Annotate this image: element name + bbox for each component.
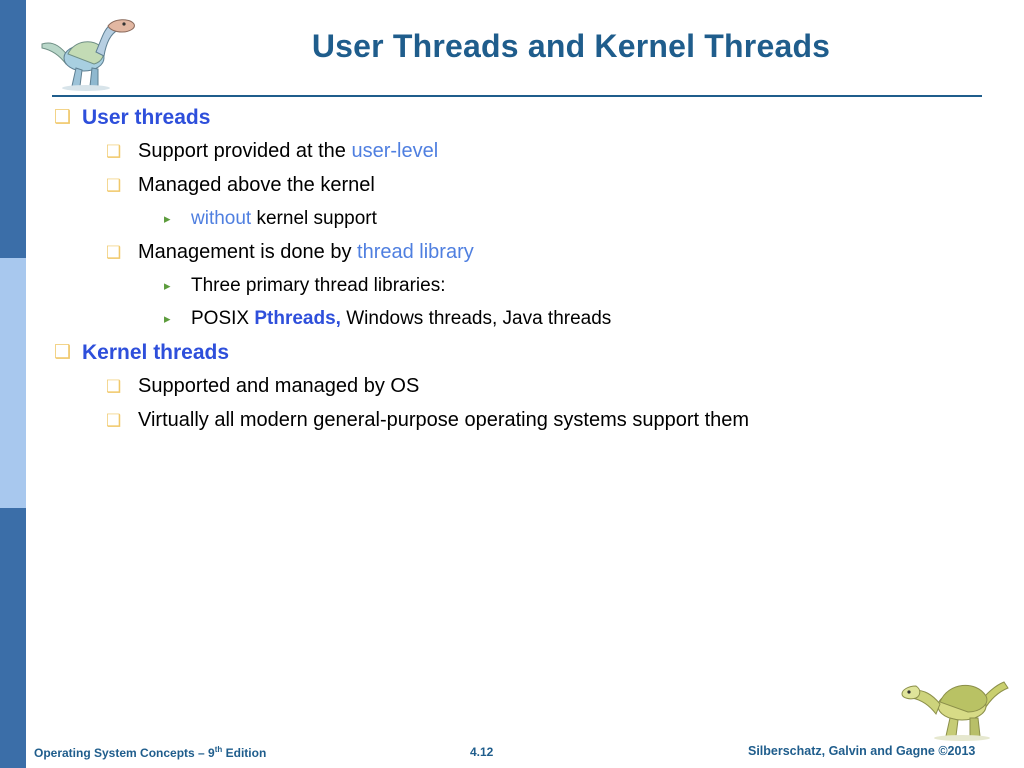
sidebar-bar-middle — [0, 258, 26, 508]
left-accent-sidebar — [0, 0, 26, 768]
bullet-item — [106, 138, 1006, 165]
bullet-text-run: Pthreads, — [254, 308, 341, 329]
bullet-text-run: user-level — [351, 140, 439, 162]
bullet-item — [54, 339, 1006, 367]
bullet-text — [138, 172, 375, 199]
page-title: User Threads and Kernel Threads — [311, 28, 831, 64]
sidebar-bar-top — [0, 0, 26, 258]
bullet-text-run: kernel support — [251, 208, 377, 229]
square-bullet-icon: ❑ — [106, 243, 122, 262]
bullet-text — [191, 206, 377, 232]
square-bullet-icon: ❑ — [54, 342, 72, 363]
square-bullet-icon: ❑ — [106, 142, 122, 161]
bullet-item — [106, 172, 1006, 199]
footer-edition — [34, 745, 266, 760]
bullet-item — [164, 306, 1006, 332]
bullet-item — [164, 273, 1006, 299]
bullet-text-run: Windows threads, Java threads — [340, 308, 612, 329]
footer-edition-prefix: Operating System Concepts – 9 — [34, 746, 215, 760]
bullet-text — [82, 339, 229, 367]
square-bullet-icon: ❑ — [106, 411, 122, 430]
bullet-text — [191, 306, 611, 332]
footer-copyright: Silberschatz, Galvin and Gagne ©2013 — [748, 744, 976, 758]
title-underline-rule — [52, 95, 982, 97]
bullet-text — [82, 104, 210, 132]
square-bullet-icon: ❑ — [106, 176, 122, 195]
bullet-text-run: Virtually all modern general-purpose operating systems support them — [138, 409, 750, 431]
bullet-text-run: without — [191, 208, 252, 229]
bullet-item — [54, 104, 1006, 132]
triangle-bullet-icon: ▸ — [164, 278, 171, 293]
bullet-item — [106, 239, 1006, 266]
square-bullet-icon: ❑ — [106, 377, 122, 396]
bullet-text-run: Management is done by — [138, 241, 358, 263]
slide-body — [26, 104, 1006, 694]
triangle-bullet-icon: ▸ — [164, 311, 171, 326]
bullet-text-run: Three primary thread libraries: — [191, 275, 446, 296]
square-bullet-icon: ❑ — [54, 107, 72, 128]
bullet-text-run: thread library — [357, 241, 474, 263]
bullet-text-run: User threads — [82, 106, 211, 129]
footer-edition-sup: th — [214, 745, 223, 754]
slide-number: 4.12 — [470, 745, 494, 759]
bullet-text-run: POSIX — [191, 308, 255, 329]
sidebar-bar-bottom — [0, 508, 26, 768]
bullet-text — [138, 239, 474, 266]
triangle-bullet-icon: ▸ — [164, 211, 171, 226]
bullet-text — [138, 373, 419, 400]
bullet-text — [138, 407, 749, 434]
footer-edition-suffix: Edition — [222, 746, 267, 760]
bullet-item — [106, 407, 1006, 434]
bullet-text — [191, 273, 445, 299]
bullet-text-run: Kernel threads — [82, 341, 230, 364]
bullet-text-run: Support provided at the — [138, 140, 352, 162]
bullet-item — [164, 206, 1006, 232]
bullet-text-run: Supported and managed by OS — [138, 375, 420, 397]
dinosaur-footer-icon — [900, 660, 1012, 742]
bullet-text — [138, 138, 438, 165]
bullet-item — [106, 373, 1006, 400]
slide-title-area — [26, 0, 1024, 98]
bullet-text-run: Managed above the kernel — [138, 174, 375, 196]
